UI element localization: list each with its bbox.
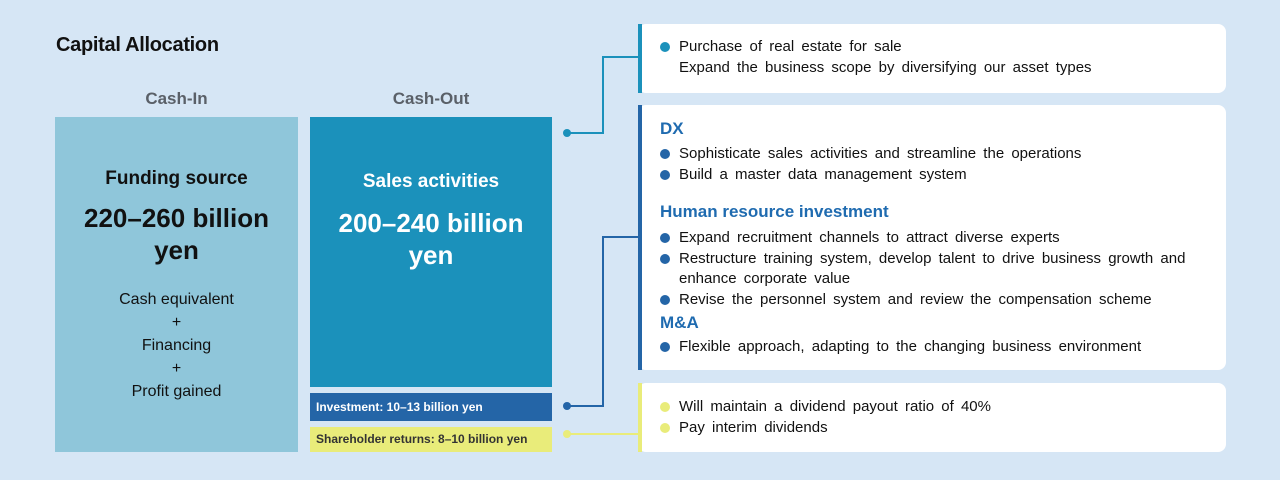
cash-in-header: Cash-In [145,89,208,108]
bullet-icon [660,170,670,180]
ma-heading: M&A [660,313,699,332]
sales-connector-dot [563,129,571,137]
sales-activities-amount: 200–240 billion yen [338,208,524,270]
sales-activities-label: Sales activities [362,171,500,192]
breakdown-plus: + [171,314,182,331]
cash-out-header: Cash-Out [392,89,470,108]
diagram-title: Capital Allocation [56,34,219,56]
card-stripe [638,24,642,93]
funding-source-label: Funding source [105,168,248,189]
investment-details-card [638,105,1226,370]
bullet-icon [660,295,670,305]
bullet-icon [660,254,670,264]
list-item: Will maintain a dividend payout ratio of 40% [660,397,991,417]
list-item: Flexible approach, adapting to the changing business environment [660,337,1141,357]
list-item: Purchase of real estate for sale [660,37,902,57]
list-item: Build a master data management system [660,165,967,185]
breakdown-line: Cash equivalent [119,291,234,308]
hr-heading: Human resource investment [660,202,889,221]
list-item: Revise the personnel system and review the compensation scheme [660,290,1152,310]
card-stripe [638,383,642,452]
bullet-icon [660,423,670,433]
dx-heading: DX [660,119,684,138]
bullet-icon [660,233,670,243]
investment-bar: Investment: 10–13 billion yen [310,393,552,421]
list-item: Sophisticate sales activities and streamline the operations [660,144,1081,164]
breakdown-plus: + [171,360,182,377]
breakdown-line: Profit gained [131,383,222,400]
bullet-icon [660,342,670,352]
funding-source-amount: 220–260 billion yen [84,203,269,265]
card-stripe [638,105,642,370]
list-item: Pay interim dividends [660,418,828,438]
investment-connector-dot [563,402,571,410]
breakdown-line: Financing [141,337,212,354]
list-item: Expand recruitment channels to attract diverse experts [660,228,1060,248]
sales-connector [567,57,638,133]
bullet-icon [660,402,670,412]
list-item: Restructure training system, develop talent to drive business growth and enhance corporate value [660,249,1205,289]
investment-connector [567,237,638,406]
list-item: Expand the business scope by diversifying our asset types [679,59,1092,76]
sales-details-card [638,24,1226,93]
returns-details-card [638,383,1226,452]
bullet-icon [660,149,670,159]
shareholder-returns-bar: Shareholder returns: 8–10 billion yen [310,427,552,452]
returns-connector-dot [563,430,571,438]
bullet-icon [660,42,670,52]
